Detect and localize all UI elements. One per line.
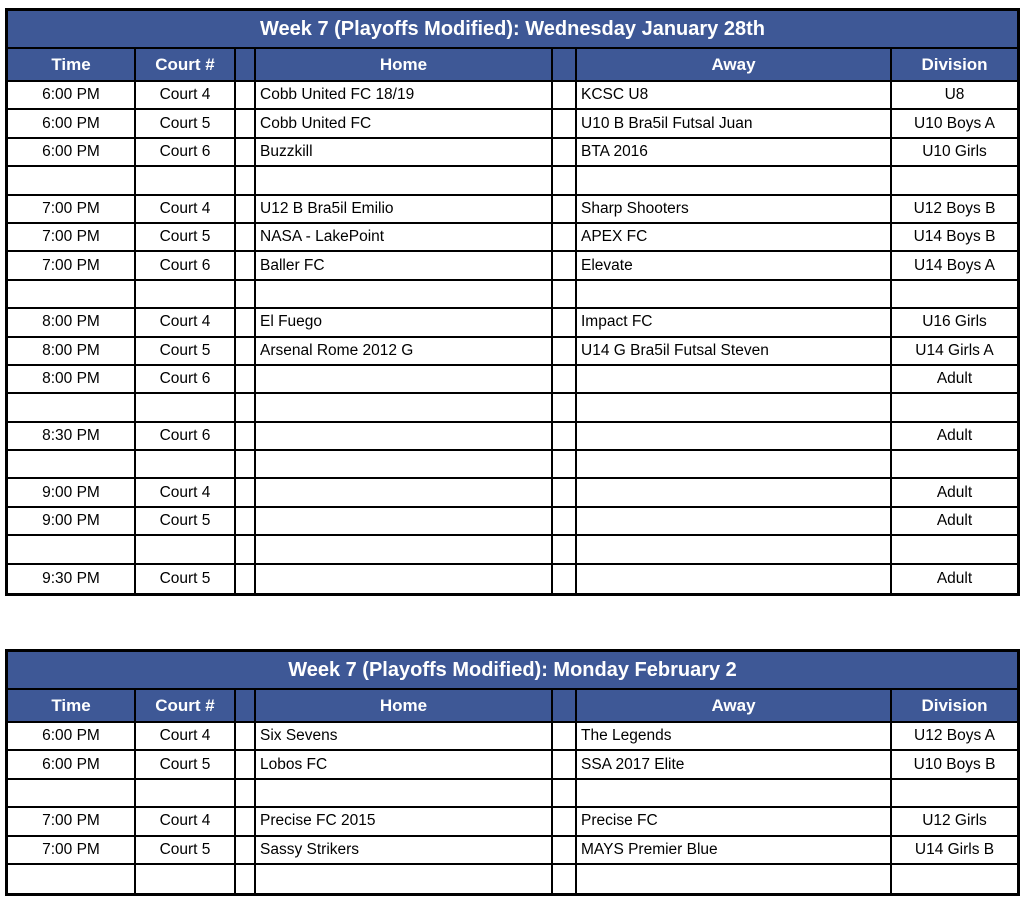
column-header-home: Home: [256, 49, 553, 82]
schedule-cell-away: Precise FC: [577, 808, 892, 836]
separator-cell: [553, 808, 577, 836]
schedule-cell-away: [577, 865, 892, 893]
schedule-cell-division: U14 Boys B: [892, 224, 1017, 252]
column-header-away: Away: [577, 49, 892, 82]
separator-cell: [236, 309, 256, 337]
separator-cell: [236, 252, 256, 280]
schedule-row: [8, 536, 1017, 564]
schedule-cell-division: Adult: [892, 366, 1017, 394]
schedule-cell-away: U10 B Bra5il Futsal Juan: [577, 110, 892, 138]
separator-cell: [236, 508, 256, 536]
schedule-cell-home: Lobos FC: [256, 751, 553, 779]
schedule-row: [8, 479, 1017, 507]
separator-cell: [236, 167, 256, 195]
separator-cell: [553, 167, 577, 195]
schedule-cell-away: [577, 366, 892, 394]
schedule-cell-home: El Fuego: [256, 309, 553, 337]
schedule-cell-home: [256, 565, 553, 593]
schedule-row: [8, 394, 1017, 422]
column-header-division: Division: [892, 49, 1017, 82]
schedule-row: [8, 82, 1017, 110]
column-header-court: Court #: [136, 690, 236, 723]
column-header-time: Time: [8, 690, 136, 723]
separator-cell: [236, 751, 256, 779]
separator-cell: [553, 139, 577, 167]
schedule-cell-time: 6:00 PM: [8, 139, 136, 167]
schedule-cell-time: 6:00 PM: [8, 82, 136, 110]
separator-cell: [236, 82, 256, 110]
schedule-row: [8, 196, 1017, 224]
schedule-cell-away: [577, 281, 892, 309]
schedule-cell-time: [8, 865, 136, 893]
schedule-cell-time: [8, 536, 136, 564]
schedule-cell-away: Elevate: [577, 252, 892, 280]
schedule-cell-division: Adult: [892, 565, 1017, 593]
schedule-cell-court: Court 6: [136, 366, 236, 394]
schedule-cell-away: Impact FC: [577, 309, 892, 337]
schedule-cell-court: Court 4: [136, 808, 236, 836]
separator-cell: [236, 338, 256, 366]
schedule-cell-division: [892, 167, 1017, 195]
schedule-cell-court: Court 6: [136, 423, 236, 451]
schedule-cell-home: U12 B Bra5il Emilio: [256, 196, 553, 224]
schedule-cell-away: BTA 2016: [577, 139, 892, 167]
schedule-cell-home: Sassy Strikers: [256, 837, 553, 865]
schedule-cell-time: [8, 451, 136, 479]
schedule-cell-away: [577, 479, 892, 507]
separator-cell: [553, 366, 577, 394]
schedule-cell-division: [892, 865, 1017, 893]
schedule-cell-division: U10 Boys A: [892, 110, 1017, 138]
table-title: Week 7 (Playoffs Modified): Monday February 2: [8, 652, 1017, 690]
schedule-row: [8, 565, 1017, 593]
separator-cell: [236, 451, 256, 479]
column-header-separator: [553, 49, 577, 82]
separator-cell: [553, 837, 577, 865]
schedule-cell-court: [136, 451, 236, 479]
schedule-cell-time: 8:00 PM: [8, 309, 136, 337]
schedule-cell-time: 7:00 PM: [8, 837, 136, 865]
schedule-row: [8, 808, 1017, 836]
schedule-cell-division: [892, 451, 1017, 479]
separator-cell: [236, 394, 256, 422]
schedule-cell-home: [256, 451, 553, 479]
separator-cell: [553, 394, 577, 422]
separator-cell: [236, 196, 256, 224]
schedule-cell-time: [8, 780, 136, 808]
schedule-cell-away: KCSC U8: [577, 82, 892, 110]
separator-cell: [553, 281, 577, 309]
schedule-cell-away: The Legends: [577, 723, 892, 751]
separator-cell: [236, 780, 256, 808]
schedule-cell-court: Court 6: [136, 139, 236, 167]
separator-cell: [553, 751, 577, 779]
schedule-cell-court: Court 5: [136, 837, 236, 865]
schedule-cell-time: 9:00 PM: [8, 508, 136, 536]
separator-cell: [553, 338, 577, 366]
column-header-separator: [236, 49, 256, 82]
table-header-row: [8, 690, 1017, 723]
schedule-cell-home: [256, 423, 553, 451]
schedule-table-jan28: [5, 8, 1020, 596]
table-body: [8, 723, 1017, 893]
schedule-cell-division: U8: [892, 82, 1017, 110]
schedule-cell-division: [892, 536, 1017, 564]
schedule-cell-home: [256, 508, 553, 536]
schedule-cell-division: Adult: [892, 479, 1017, 507]
schedule-cell-away: [577, 394, 892, 422]
schedule-cell-home: Cobb United FC: [256, 110, 553, 138]
schedule-cell-division: U10 Boys B: [892, 751, 1017, 779]
schedule-cell-away: [577, 508, 892, 536]
schedule-cell-division: U12 Boys B: [892, 196, 1017, 224]
separator-cell: [236, 865, 256, 893]
schedule-cell-time: 8:00 PM: [8, 366, 136, 394]
schedule-cell-away: Sharp Shooters: [577, 196, 892, 224]
schedule-row: [8, 110, 1017, 138]
schedule-cell-division: [892, 780, 1017, 808]
separator-cell: [236, 536, 256, 564]
separator-cell: [236, 281, 256, 309]
separator-cell: [553, 723, 577, 751]
table-title: Week 7 (Playoffs Modified): Wednesday January 28th: [8, 11, 1017, 49]
separator-cell: [236, 479, 256, 507]
schedule-cell-away: [577, 536, 892, 564]
schedule-cell-home: [256, 780, 553, 808]
schedule-cell-home: Six Sevens: [256, 723, 553, 751]
schedule-cell-court: [136, 281, 236, 309]
separator-cell: [236, 366, 256, 394]
separator-cell: [236, 837, 256, 865]
schedule-row: [8, 780, 1017, 808]
schedule-row: [8, 751, 1017, 779]
separator-cell: [553, 196, 577, 224]
schedule-cell-home: Buzzkill: [256, 139, 553, 167]
schedule-cell-time: [8, 394, 136, 422]
separator-cell: [236, 139, 256, 167]
schedule-row: [8, 139, 1017, 167]
schedule-cell-division: U16 Girls: [892, 309, 1017, 337]
table-header-row: [8, 49, 1017, 82]
schedule-cell-time: 6:00 PM: [8, 751, 136, 779]
schedule-cell-division: [892, 281, 1017, 309]
schedule-cell-away: SSA 2017 Elite: [577, 751, 892, 779]
column-header-court: Court #: [136, 49, 236, 82]
schedule-cell-division: Adult: [892, 508, 1017, 536]
schedule-cell-court: Court 6: [136, 252, 236, 280]
schedule-cell-division: U14 Girls B: [892, 837, 1017, 865]
schedule-cell-home: [256, 281, 553, 309]
schedule-cell-court: [136, 394, 236, 422]
schedule-row: [8, 423, 1017, 451]
schedule-cell-away: [577, 451, 892, 479]
separator-cell: [236, 110, 256, 138]
schedule-row: [8, 338, 1017, 366]
column-header-separator: [553, 690, 577, 723]
schedule-cell-division: U10 Girls: [892, 139, 1017, 167]
column-header-separator: [236, 690, 256, 723]
separator-cell: [553, 252, 577, 280]
schedule-row: [8, 167, 1017, 195]
separator-cell: [553, 423, 577, 451]
separator-cell: [553, 110, 577, 138]
separator-cell: [236, 723, 256, 751]
schedule-cell-court: Court 5: [136, 110, 236, 138]
schedule-cell-away: [577, 565, 892, 593]
separator-cell: [553, 565, 577, 593]
schedule-row: [8, 508, 1017, 536]
separator-cell: [553, 780, 577, 808]
separator-cell: [553, 82, 577, 110]
schedule-row: [8, 224, 1017, 252]
schedule-cell-time: 7:00 PM: [8, 808, 136, 836]
schedule-cell-time: 7:00 PM: [8, 224, 136, 252]
schedule-row: [8, 309, 1017, 337]
schedule-cell-division: [892, 394, 1017, 422]
schedule-cell-home: Precise FC 2015: [256, 808, 553, 836]
separator-cell: [236, 565, 256, 593]
schedule-cell-court: Court 5: [136, 751, 236, 779]
schedule-cell-court: [136, 865, 236, 893]
schedule-cell-time: 9:00 PM: [8, 479, 136, 507]
schedule-cell-court: Court 5: [136, 224, 236, 252]
schedule-cell-division: U14 Boys A: [892, 252, 1017, 280]
schedule-cell-away: APEX FC: [577, 224, 892, 252]
schedule-cell-court: Court 4: [136, 479, 236, 507]
schedule-cell-court: Court 5: [136, 338, 236, 366]
separator-cell: [553, 451, 577, 479]
schedule-cell-division: Adult: [892, 423, 1017, 451]
schedule-cell-court: Court 5: [136, 508, 236, 536]
column-header-division: Division: [892, 690, 1017, 723]
separator-cell: [553, 224, 577, 252]
schedule-table-feb2: [5, 649, 1020, 896]
schedule-row: [8, 366, 1017, 394]
schedule-row: [8, 723, 1017, 751]
schedule-cell-away: [577, 780, 892, 808]
schedule-cell-home: Baller FC: [256, 252, 553, 280]
schedule-cell-home: Arsenal Rome 2012 G: [256, 338, 553, 366]
schedule-cell-home: Cobb United FC 18/19: [256, 82, 553, 110]
schedule-cell-home: [256, 479, 553, 507]
schedule-cell-time: 8:00 PM: [8, 338, 136, 366]
separator-cell: [553, 865, 577, 893]
schedule-cell-court: Court 4: [136, 196, 236, 224]
column-header-time: Time: [8, 49, 136, 82]
separator-cell: [236, 423, 256, 451]
schedule-cell-away: MAYS Premier Blue: [577, 837, 892, 865]
schedule-cell-home: NASA - LakePoint: [256, 224, 553, 252]
table-body: [8, 82, 1017, 593]
schedule-cell-away: [577, 167, 892, 195]
schedule-cell-court: Court 4: [136, 309, 236, 337]
separator-cell: [553, 479, 577, 507]
schedule-cell-time: 8:30 PM: [8, 423, 136, 451]
schedule-cell-division: U12 Girls: [892, 808, 1017, 836]
schedule-cell-court: [136, 167, 236, 195]
schedule-row: [8, 837, 1017, 865]
schedule-cell-home: [256, 366, 553, 394]
schedule-cell-time: 6:00 PM: [8, 110, 136, 138]
schedule-cell-court: Court 5: [136, 565, 236, 593]
schedule-cell-home: [256, 536, 553, 564]
schedule-cell-time: 9:30 PM: [8, 565, 136, 593]
schedule-cell-division: U12 Boys A: [892, 723, 1017, 751]
schedule-cell-time: 7:00 PM: [8, 196, 136, 224]
schedule-cell-time: 7:00 PM: [8, 252, 136, 280]
schedule-cell-home: [256, 865, 553, 893]
schedule-cell-court: Court 4: [136, 82, 236, 110]
separator-cell: [553, 508, 577, 536]
schedule-cell-court: [136, 780, 236, 808]
schedule-cell-time: 6:00 PM: [8, 723, 136, 751]
schedule-cell-away: [577, 423, 892, 451]
schedule-cell-time: [8, 167, 136, 195]
column-header-away: Away: [577, 690, 892, 723]
separator-cell: [236, 808, 256, 836]
schedule-row: [8, 865, 1017, 893]
schedule-cell-court: Court 4: [136, 723, 236, 751]
schedule-row: [8, 281, 1017, 309]
schedule-cell-time: [8, 281, 136, 309]
separator-cell: [553, 536, 577, 564]
separator-cell: [553, 309, 577, 337]
separator-cell: [236, 224, 256, 252]
schedule-cell-away: U14 G Bra5il Futsal Steven: [577, 338, 892, 366]
column-header-home: Home: [256, 690, 553, 723]
schedule-row: [8, 252, 1017, 280]
schedule-cell-home: [256, 167, 553, 195]
schedule-row: [8, 451, 1017, 479]
schedule-cell-division: U14 Girls A: [892, 338, 1017, 366]
schedule-cell-court: [136, 536, 236, 564]
schedule-cell-home: [256, 394, 553, 422]
